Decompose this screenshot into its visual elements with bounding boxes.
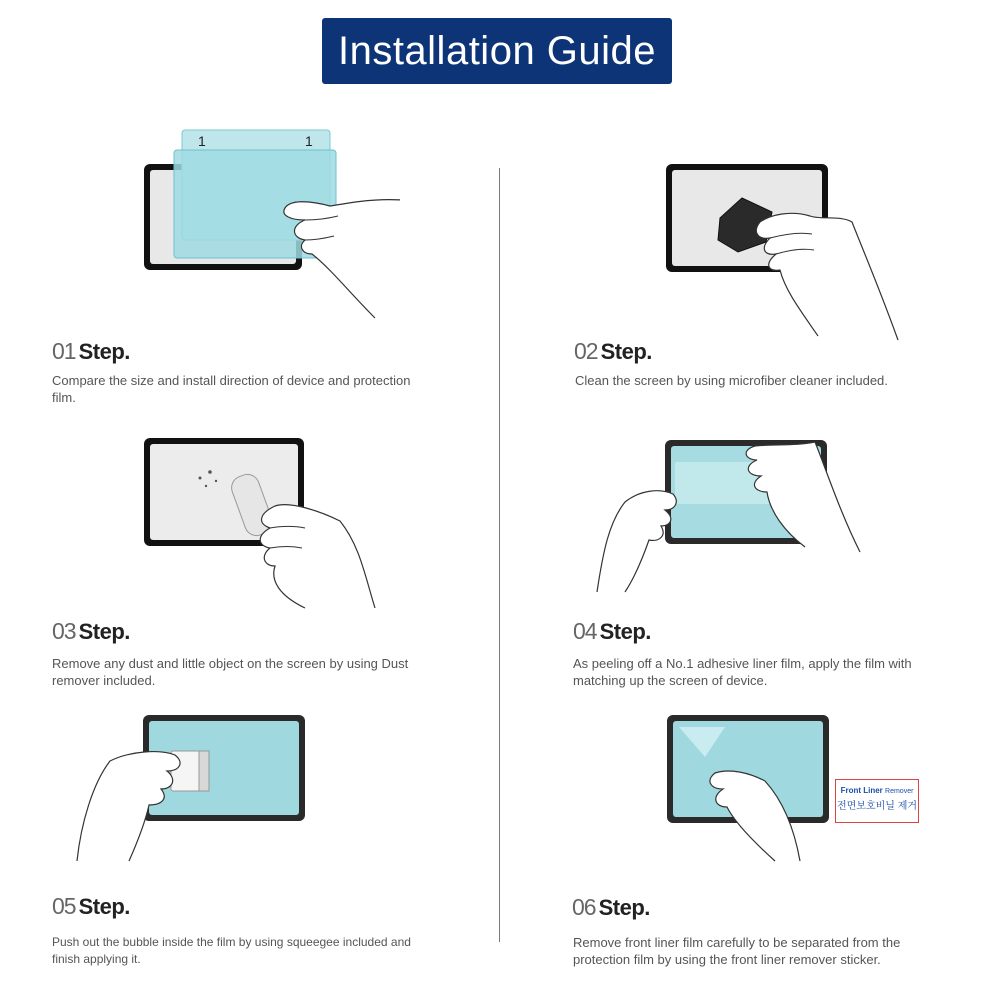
sticker-line1-bold: Front Liner [840,786,883,795]
step-06-description: Remove front liner film carefully to be separated from the protection film by using the front liner remover sticker. [573,935,901,967]
front-liner-remover-sticker [835,779,919,823]
sticker-line2: 전면보호비닐 제거 [836,801,918,812]
step-03-illustration [140,436,380,611]
step-02-illustration [660,160,900,345]
film-tab-label-right: 1 [305,133,313,149]
step-06-label: Step. [598,895,650,920]
step-01-number: 01 [52,338,76,364]
step-05-heading [52,893,130,920]
step-04-label: Step. [599,619,651,644]
step-03-heading [52,618,130,645]
step-04-illustration [595,432,865,597]
step-03-number: 03 [52,618,76,644]
step-05-illustration [75,713,310,863]
step-03-description: Remove any dust and little object on the screen by using Dust remover included. [52,656,409,688]
step-04-heading [573,618,651,645]
film-tab-label-left: 1 [198,133,206,149]
step-06-heading [572,894,650,921]
step-02-heading [574,338,652,365]
step-01-illustration [140,128,400,323]
step-05-description: Push out the bubble inside the film by using squeegee included and finish applying it. [52,935,411,966]
step-03-label: Step. [78,619,130,644]
step-02-number: 02 [574,338,598,364]
step-04-description: As peeling off a No.1 adhesive liner film, apply the film with matching up the screen of device. [573,656,912,688]
step-06-illustration [665,713,830,863]
step-02-description: Clean the screen by using microfiber cleaner included. [575,373,888,388]
step-05-label: Step. [78,894,130,919]
step-01-heading [52,338,130,365]
step-02-label: Step. [600,339,652,364]
page-title: Installation Guide [322,18,672,84]
step-01-description: Compare the size and install direction of device and protection film. [52,373,411,405]
step-06-number: 06 [572,894,596,920]
step-05-number: 05 [52,893,76,919]
step-04-number: 04 [573,618,597,644]
step-01-label: Step. [78,339,130,364]
column-divider [499,168,500,942]
sticker-line1-rest: Remover [885,788,914,795]
